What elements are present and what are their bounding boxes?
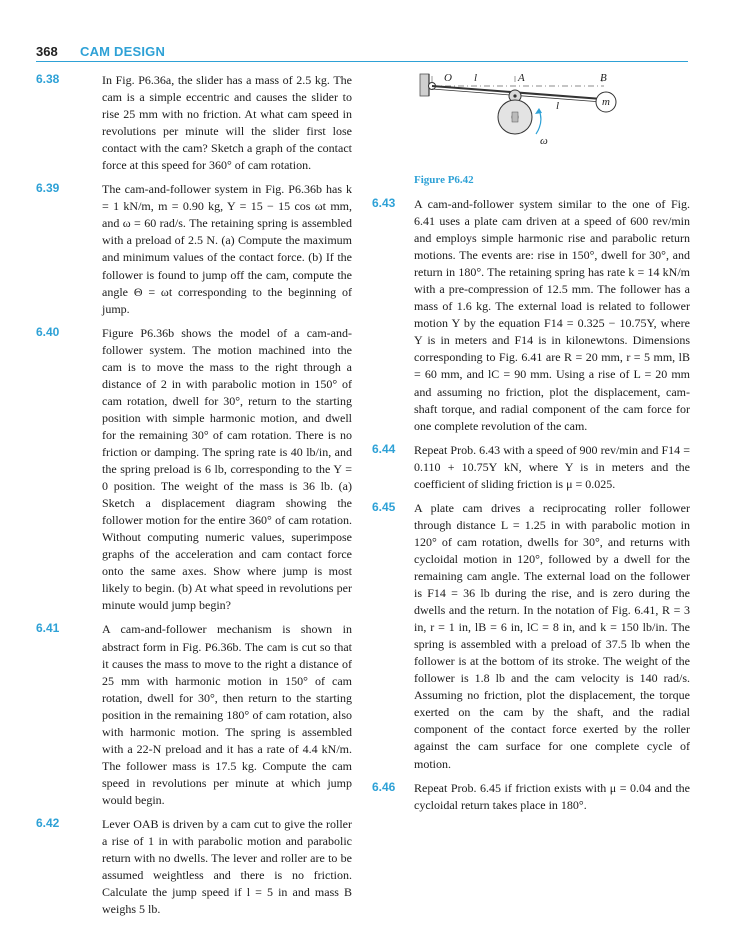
problem-number: 6.43 [372,196,396,210]
problem-6-45 [372,500,690,773]
figure-caption: Figure P6.42 [414,174,474,186]
problem-number: 6.42 [36,815,60,830]
label-m: m [602,96,610,108]
page-header [36,44,688,60]
problem-text: Lever OAB is driven by a cam cut to give the roller a rise of 1 in with parabolic motion and parabolic return with no dwells. The lever and roller are to be assumed weightless and there is no friction. Calculate the jump speed if l = 5 in and mass B weighs 5 lb. [102,816,352,917]
problem-number: 6.38 [36,72,60,86]
problem-text: In Fig. P6.36a, the slider has a mass of 2.5 kg. The cam is a simple eccentric and causes the slider to rise 25 mm with no friction. At what cam speed in revolutions per minute will the slider first lose contact with the cam? Sketch a graph of the contact force at this speed for 360° of cam rotation. [102,73,352,173]
problem-text: Repeat Prob. 6.43 with a speed of 900 rev/min and F14 = 0.110 + 10.75Y kN, where Y is in meters and the coefficient of sliding friction is μ = 0.025. [414,442,690,491]
problem-number: 6.46 [372,779,396,794]
problem-text: The cam-and-follower system in Fig. P6.36b has k = 1 kN/m, m = 0.90 kg, Y = 15 − 15 cos ωt mm, and ω = 60 rad/s. The retaining spring is assembled with a preload of 2.5 N. (a) Compute the maximum and minimum values of the contact force. (b) If the follower is found to jump off the cam, compute the angle Θ = ωt corresponding to the beginning of jump. [102,182,352,316]
label-o: O [444,72,452,84]
problem-text: A plate cam drives a reciprocating roller follower through distance L = 1.25 in with parabolic motion in 120° of cam rotation, dwells for 30°, and returns with cycloidal motion in 120°, followed by a dwell for the remaining cam angle. The external load on the follower is F14 = 36 lb during the rise, and is zero during the dwells and the return. In the notation of Fig. 6.41, R = 3 in, r = 1 in, lB = 6 in, lC = 8 in, and k = 150 lb/in. The spring is assembled with a preload of 37.5 lb when the follower is at the bottom of its stroke. The weight of the follower is 1.8 lb and the cam velocity is 140 rad/s. Assuming no friction, plot the displacement, the torque exerted on the cam by the shaft, and the radial component of the contact force exerted by the roller against the cam surface for one complete cycle of motion. [414,500,690,771]
problem-6-43 [372,196,690,435]
label-a: A [518,72,525,84]
problem-number: 6.39 [36,181,60,196]
problem-number: 6.45 [372,499,396,514]
label-l2: l [556,100,560,112]
lever-cam-diagram [414,72,644,172]
left-column [36,72,352,925]
label-l1: l [474,72,478,84]
problem-6-38 [36,72,352,174]
problem-6-46 [372,780,690,814]
problem-text: A cam-and-follower system similar to the one of Fig. 6.41 uses a plate cam driven at a speed of 600 rev/min and employs simple harmonic rise and parabolic return motions. The events are: rise in 150°, dwell for 30°, and return in 180°. The retaining spring has rate k = 14 kN/m with a pre-compression of 12.5 mm. The follower has a mass of 1.6 kg. The external load is related to follower motion Y by the equation F14 = 0.325 − 10.75Y, where Y is in meters and F14 is in kilonewtons. Dimensions corresponding to Fig. 6.41 are R = 20 mm, r = 5 mm, lB = 60 mm, and lC = 90 mm. Using a rise of L = 20 mm and assuming no friction, plot the displacement, cam-shaft torque, and radial component of the cam force for one complete revolution of the cam. [414,197,690,433]
ground-support [420,74,429,96]
problem-6-40 [36,325,352,615]
problem-number: 6.40 [36,324,60,339]
label-omega: ω [540,135,548,147]
problem-text: Repeat Prob. 6.45 if friction exists with μ = 0.04 and the cycloidal return takes place in 180°. [414,780,690,812]
problem-text: A cam-and-follower mechanism is shown in abstract form in Fig. P6.36b. The cam is cut so that it causes the mass to move to the right a distance of 25 mm with harmonic motion in 150° of cam rotation, dwell for 30°, then return to the starting position in the remaining 180° of cam rotation, also with harmonic motion. The spring is assembled with a 22-N preload and it has a rate of 4.4 kN/m. The follower mass is 17.5 kg. Compute the cam speed in revolutions per minute at which jump would begin. [102,622,352,807]
problem-6-41 [36,621,352,809]
right-column [372,72,690,821]
problem-text: Figure P6.36b shows the model of a cam-and-follower system. The motion machined into the cam is to move the mass to the right through a distance of 2 in with parabolic motion in 150° of cam rotation, dwell for 30°, return to the starting position with simple harmonic motion, and dwell for the remaining 30° of cam rotation. There is no friction or damping. The spring rate is 40 lb/in, and the spring preload is 6 lb, corresponding to the Y = 0 position. The weight of the mass is 36 lb. (a) Sketch a displacement diagram showing the follower motion for the entire 360° of cam rotation. Without computing numeric values, superimpose graphs of the acceleration and cam contact force onto the same axes. Show where jump is most likely to begin. (b) At what speed in revolutions per minute would jump begin? [102,325,352,613]
figure-p6-42 [414,72,732,172]
problem-6-42 [36,816,352,918]
problem-number: 6.41 [36,621,60,636]
page-number: 368 [36,44,58,59]
header-rule [36,61,688,62]
label-b: B [600,72,607,84]
problem-number: 6.44 [372,441,396,456]
problem-6-44 [372,442,690,493]
chapter-title: CAM DESIGN [80,44,166,59]
problem-6-39 [36,181,352,317]
